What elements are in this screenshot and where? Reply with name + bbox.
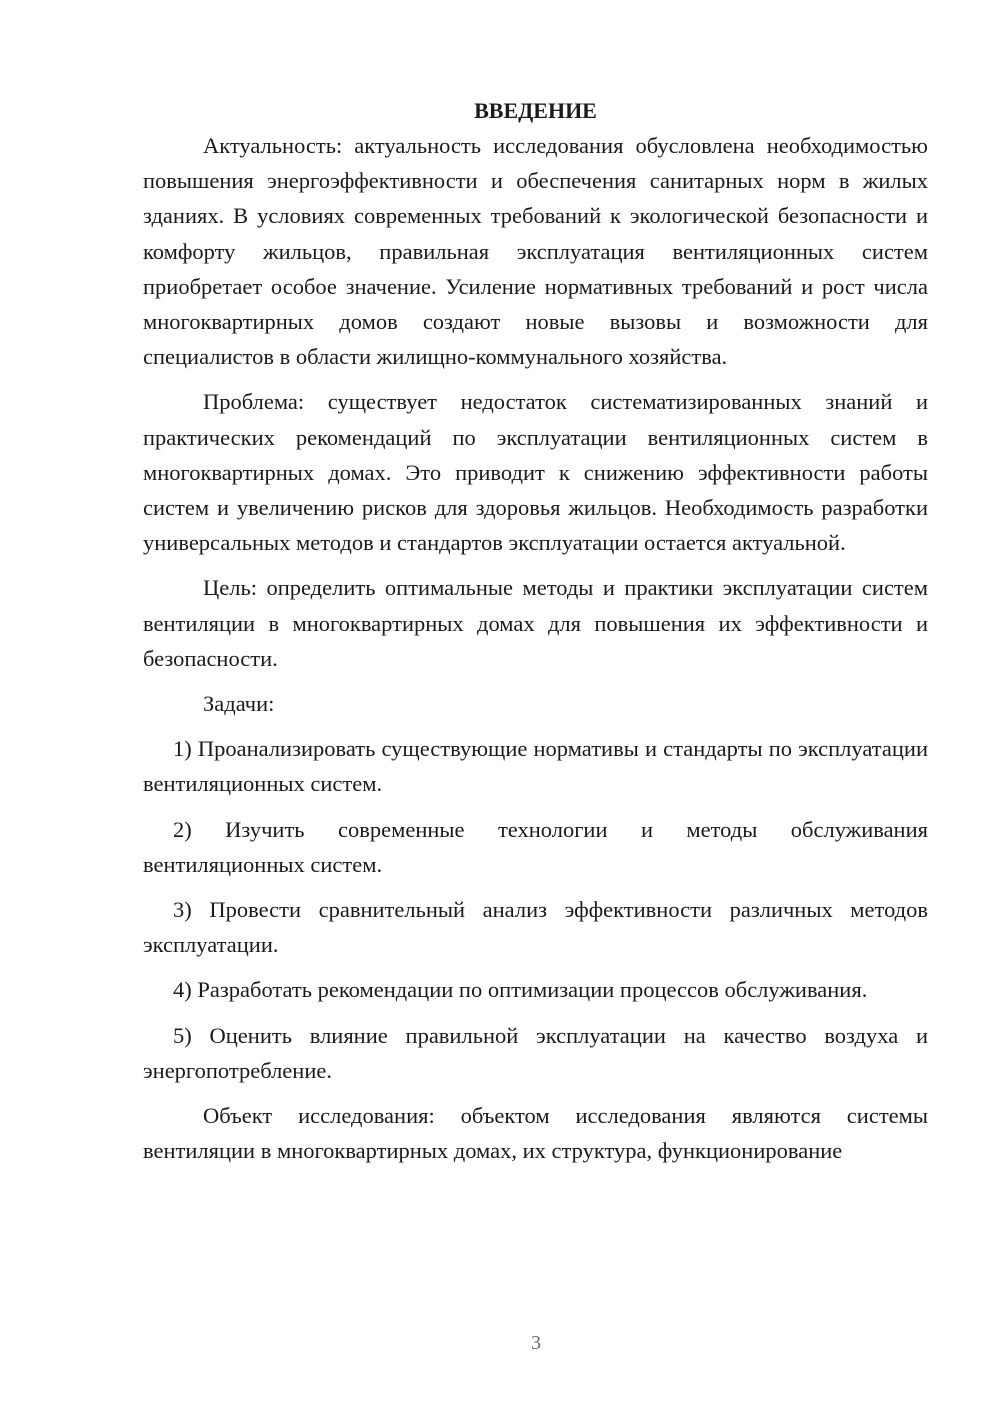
paragraph-tasks-label: Задачи: (203, 691, 275, 717)
page-number: 3 (531, 1332, 541, 1354)
task-item-4: 4) Разработать рекомендации по оптимизации процессов обслуживания. (173, 977, 868, 1003)
section-heading: ВВЕДЕНИЕ (474, 98, 597, 123)
document-body (143, 93, 928, 1178)
paragraph-problem: Проблема: существует недостаток систематизированных знаний и практических рекомендаций по эксплуатации вентиляционных систем в многоквартирных домах. Это приводит к снижению эффективности работы систем и увеличению рисков для здоровья жильцов. Необходимость разработки универсальных методов и стандартов эксплуатации остается актуальной. (143, 389, 928, 556)
paragraph-relevance: Актуальность: актуальность исследования обусловлена необходимостью повышения энергоэффективности и обеспечения санитарных норм в жилых зданиях. В условиях современных требований к экологической безопасности и комфорту жильцов, правильная эксплуатация вентиляционных систем приобретает особое значение. Усиление нормативных требований и рост числа многоквартирных домов создают новые вызовы и возможности для специалистов в области жилищно-коммунального хозяйства. (143, 133, 928, 370)
task-item-2: 2) Изучить современные технологии и методы обслуживания вентиляционных систем. (143, 816, 928, 877)
task-item-1: 1) Проанализировать существующие нормативы и стандарты по эксплуатации вентиляционных систем. (143, 736, 928, 797)
paragraph-goal: Цель: определить оптимальные методы и практики эксплуатации систем вентиляции в многоквартирных домах для повышения их эффективности и безопасности. (143, 575, 928, 671)
task-item-5: 5) Оценить влияние правильной эксплуатации на качество воздуха и энергопотребление. (143, 1022, 928, 1083)
paragraph-object: Объект исследования: объектом исследования являются системы вентиляции в многоквартирных домах, их структура, функционирование (143, 1103, 928, 1164)
task-item-3: 3) Провести сравнительный анализ эффективности различных методов эксплуатации. (143, 897, 928, 958)
